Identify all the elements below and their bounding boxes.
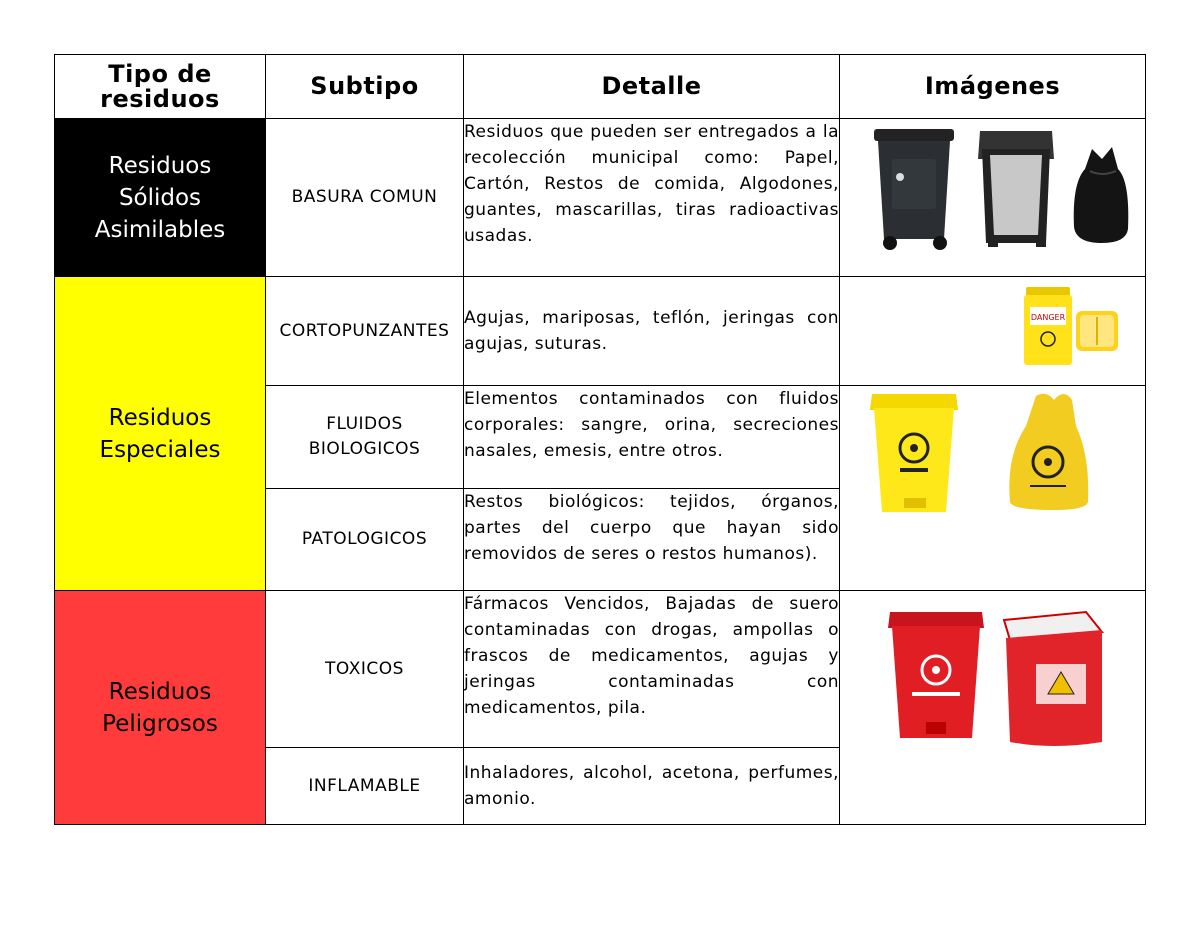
detail-cell: Inhaladores, alcohol, acetona, perfumes, amonio.: [464, 748, 840, 825]
sharps-images: [840, 277, 1146, 385]
category-solid: [55, 119, 266, 277]
table-row: [55, 119, 1146, 277]
black-trash-bag-icon: [1074, 147, 1129, 243]
table-row: [55, 591, 1146, 748]
sharps-label: DANGER: [1030, 313, 1066, 322]
category-hazardous: [55, 591, 266, 825]
detail-cell: Restos biológicos: tejidos, órganos, partes del cuerpo que hayan sido removidos de seres o restos humanos).: [464, 488, 840, 591]
gray-bin-icon: [978, 131, 1054, 247]
images-cell-hazardous: [840, 591, 1146, 825]
red-biohazard-bin-icon: [888, 612, 984, 738]
detail-cell: Agujas, mariposas, teflón, jeringas con agujas, suturas.: [464, 277, 840, 386]
red-sharps-container-icon: [1004, 612, 1102, 746]
header-type: Tipo de residuos: [55, 55, 266, 119]
waste-classification-table: [54, 54, 1146, 825]
images-cell-biological: [840, 386, 1146, 591]
detail-cell: Residuos que pueden ser entregados a la recolección municipal como: Papel, Cartón, Restos de comida, Algodones, guantes, mascarillas, tiras radioactivas usadas.: [464, 119, 840, 277]
detail-cell: Elementos contaminados con fluidos corporales: sangre, orina, secreciones nasales, emesis, entre otros.: [464, 386, 840, 489]
subtype-cell: BASURA COMUN: [266, 119, 464, 277]
yellow-biohazard-bin-icon: [870, 394, 958, 512]
subtype-cell: TOXICOS: [266, 591, 464, 748]
subtype-cell: PATOLOGICOS: [266, 488, 464, 591]
hazardous-images: [840, 592, 1146, 824]
subtype-cell: [266, 277, 464, 386]
header-detail: Detalle: [464, 55, 840, 119]
category-label: Residuos Peligrosos: [102, 678, 218, 737]
biological-images: [840, 386, 1146, 590]
category-label: Residuos Sólidos Asimilables: [94, 152, 226, 243]
category-label: Residuos Especiales: [99, 404, 221, 463]
black-wheelie-bin-icon: [874, 129, 954, 250]
subtype-cell: FLUIDOS BIOLOGICOS: [266, 386, 464, 489]
category-special: [55, 277, 266, 591]
header-row: [55, 55, 1146, 119]
common-waste-images: [840, 119, 1146, 276]
images-cell-common: [840, 119, 1146, 277]
table-row: [55, 277, 1146, 386]
yellow-biohazard-bag-icon: [1009, 394, 1088, 510]
header-images: Imágenes: [840, 55, 1146, 119]
yellow-sharps-container-icon: [1024, 287, 1072, 365]
header-subtype: Subtipo: [266, 55, 464, 119]
images-cell-sharps: [840, 277, 1146, 386]
yellow-small-container-icon: [1076, 311, 1118, 351]
subtype-cell: INFLAMABLE: [266, 748, 464, 825]
subtype-label: CORTOPUNZANTES: [279, 320, 450, 341]
detail-cell: Fármacos Vencidos, Bajadas de suero contaminadas con drogas, ampollas o frascos de medicamentos, agujas y jeringas contaminadas con medicamentos, pila.: [464, 591, 840, 748]
